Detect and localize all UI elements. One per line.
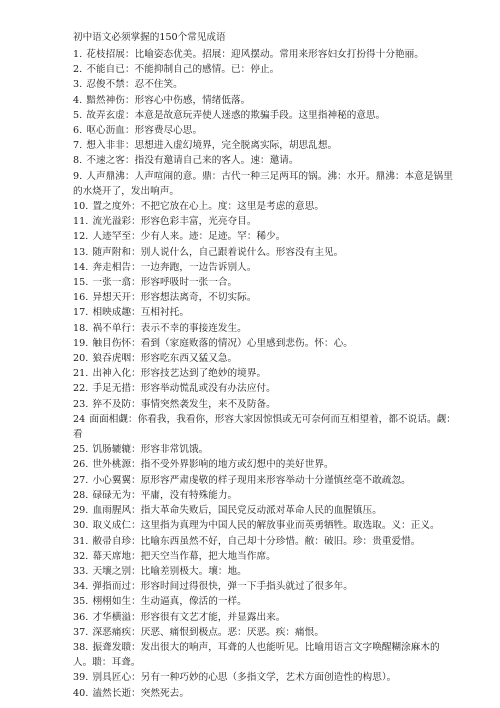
idiom-entry-text: 忍俊不禁：忍不住笑。 bbox=[86, 79, 183, 91]
idiom-entry-number: 5. bbox=[73, 109, 83, 121]
idiom-entry bbox=[73, 62, 458, 77]
idiom-entry-text: 振聋发聩：发出很大的响声，耳聋的人也能听见。比喻用语言文字唤醒糊涂麻木的人。聩：耳聋。 bbox=[73, 641, 440, 669]
idiom-entry bbox=[73, 77, 458, 92]
idiom-entry-text: 人迹罕至：少有人来。迹：足迹。罕：稀少。 bbox=[92, 231, 286, 243]
idiom-entry-number: 6. bbox=[73, 125, 83, 137]
idiom-entry-number: 27. bbox=[73, 474, 89, 486]
idiom-entry bbox=[73, 123, 458, 138]
idiom-entry-text: 随声附和：别人说什么，自己跟着说什么。形容没有主见。 bbox=[92, 246, 344, 258]
idiom-entry-number: 13. bbox=[73, 246, 89, 258]
idiom-entry-number: 2. bbox=[73, 64, 83, 76]
idiom-entry bbox=[73, 199, 458, 214]
idiom-entry-number: 33. bbox=[73, 565, 89, 577]
idiom-entry bbox=[73, 47, 458, 62]
idiom-entry-number: 21. bbox=[73, 368, 89, 380]
idiom-entry bbox=[73, 153, 458, 168]
idiom-entry-text: 取义成仁：这里指为真理为中国人民的解放事业而英勇牺牲。取选取。义：正义。 bbox=[92, 520, 440, 532]
idiom-entry-text: 流光溢彩：形容色彩丰富，光亮夺目。 bbox=[92, 216, 257, 228]
idiom-entry-text: 血雨腥风：指大革命失败后，国民党反动派对革命人民的血腥镇压。 bbox=[92, 505, 382, 517]
idiom-entry-text: 栩栩如生：生动逼真，像活的一样。 bbox=[92, 596, 247, 608]
idiom-entry-text: 面面相觑：你看我，我看你，形容大家因惊惧或无可奈何而互相望着，都不说话。觑：看 bbox=[73, 413, 456, 441]
idiom-entry bbox=[73, 169, 458, 199]
idiom-entry bbox=[73, 473, 458, 488]
idiom-entry-text: 别具匠心：另有一种巧妙的心思（多指文学，艺术方面创造性的构思）。 bbox=[92, 672, 397, 684]
idiom-entry-text: 奔走相告：一边奔跑，一边告诉别人。 bbox=[92, 261, 257, 273]
idiom-entry bbox=[73, 412, 458, 442]
idiom-entry bbox=[73, 108, 458, 123]
idiom-entry-number: 12. bbox=[73, 231, 89, 243]
idiom-entry-number: 18. bbox=[73, 322, 89, 334]
idiom-entry bbox=[73, 564, 458, 579]
idiom-entry bbox=[73, 366, 458, 381]
document-title: 初中语文必须掌握的150个常见成语 bbox=[73, 32, 226, 43]
idiom-entry-number: 24 bbox=[73, 413, 86, 425]
idiom-entry-text: 手足无措：形容举动慌乱或没有办法应付。 bbox=[92, 383, 276, 395]
idiom-entry-text: 弹指而过：形容时间过得很快，弹一下手指头就过了很多年。 bbox=[92, 581, 353, 593]
idiom-entry bbox=[73, 214, 458, 229]
idiom-entry-text: 天壤之别：比喻差别极大。壤：地。 bbox=[92, 565, 247, 577]
idiom-entry bbox=[73, 290, 458, 305]
idiom-entry bbox=[73, 488, 458, 503]
idiom-entry-number: 35. bbox=[73, 596, 89, 608]
idiom-entry bbox=[73, 503, 458, 518]
idiom-entry-number: 19. bbox=[73, 337, 89, 349]
idiom-entry-number: 3. bbox=[73, 79, 83, 91]
idiom-entry-text: 狼吞虎咽：形容吃东西又猛又急。 bbox=[92, 353, 238, 365]
idiom-entry bbox=[73, 442, 458, 457]
idiom-entry-text: 一张一翕：形容呼吸时一张一合。 bbox=[92, 277, 238, 289]
idiom-entry-text: 深恶痛疾：厌恶、痛恨到极点。恶：厌恶。疾：痛恨。 bbox=[92, 626, 324, 638]
idiom-entry-number: 34. bbox=[73, 581, 89, 593]
idiom-entry-text: 幕天席地：把天空当作幕，把大地当作席。 bbox=[92, 550, 276, 562]
idiom-entry bbox=[73, 336, 458, 351]
idiom-entry bbox=[73, 579, 458, 594]
idiom-list bbox=[73, 47, 458, 701]
idiom-entry-number: 14. bbox=[73, 261, 89, 273]
idiom-entry bbox=[73, 518, 458, 533]
idiom-entry-number: 10. bbox=[73, 201, 89, 213]
idiom-entry-number: 29. bbox=[73, 505, 89, 517]
idiom-entry-number: 39. bbox=[73, 672, 89, 684]
idiom-entry-text: 才华横溢：形容很有文艺才能，并显露出来。 bbox=[92, 611, 286, 623]
idiom-entry bbox=[73, 670, 458, 685]
idiom-entry bbox=[73, 457, 458, 472]
idiom-entry bbox=[73, 351, 458, 366]
idiom-entry-number: 32. bbox=[73, 550, 89, 562]
idiom-entry-number: 4. bbox=[73, 94, 83, 106]
idiom-entry bbox=[73, 305, 458, 320]
idiom-entry-text: 出神入化：形容技艺达到了绝妙的境界。 bbox=[92, 368, 267, 380]
idiom-entry-text: 猝不及防：事情突然袭发生，来不及防备。 bbox=[92, 398, 276, 410]
idiom-entry bbox=[73, 275, 458, 290]
idiom-entry bbox=[73, 397, 458, 412]
idiom-entry-text: 花枝招展：比喻姿态优美。招展：迎风摆动。常用来形容妇女打扮得十分艳丽。 bbox=[86, 49, 424, 60]
idiom-entry-text: 触目伤怀：看到（家庭败落的情况）心里感到悲伤。怀：心。 bbox=[92, 337, 353, 349]
idiom-entry-text: 黯然神伤：形容心中伤感，情绪低落。 bbox=[86, 94, 251, 106]
idiom-entry-text: 小心翼翼：原形容严肃虔敬的样子现用来形容举动十分谨慎丝毫不敢疏忽。 bbox=[92, 474, 411, 486]
idiom-entry-number: 31. bbox=[73, 535, 89, 547]
idiom-entry bbox=[73, 93, 458, 108]
idiom-entry-number: 37. bbox=[73, 626, 89, 638]
idiom-entry bbox=[73, 610, 458, 625]
idiom-entry-text: 碌碌无为：平庸，没有特殊能力。 bbox=[92, 489, 238, 501]
idiom-entry bbox=[73, 640, 458, 670]
idiom-entry bbox=[73, 229, 458, 244]
idiom-entry-text: 故弄玄虚：本意是故意玩弄使人迷惑的欺骗手段。这里指神秘的意思。 bbox=[86, 109, 386, 121]
idiom-entry-number: 16. bbox=[73, 292, 89, 304]
idiom-entry-number: 7. bbox=[73, 140, 83, 152]
idiom-entry bbox=[73, 245, 458, 260]
idiom-entry-number: 20. bbox=[73, 353, 89, 365]
idiom-entry-number: 36. bbox=[73, 611, 89, 623]
idiom-entry bbox=[73, 260, 458, 275]
idiom-entry-number: 17. bbox=[73, 307, 89, 319]
idiom-entry-number: 25. bbox=[73, 444, 89, 456]
idiom-entry-number: 23. bbox=[73, 398, 89, 410]
idiom-entry-text: 想入非非：思想进入虚幻境界，完全脱离实际，胡思乱想。 bbox=[86, 140, 338, 152]
idiom-entry-number: 1. bbox=[73, 49, 83, 60]
idiom-entry bbox=[73, 321, 458, 336]
idiom-entry-number: 26. bbox=[73, 459, 89, 471]
idiom-entry bbox=[73, 534, 458, 549]
idiom-entry bbox=[73, 686, 458, 701]
idiom-entry-text: 异想天开：形容想法离奇，不切实际。 bbox=[92, 292, 257, 304]
idiom-entry-text: 饥肠辘辘：形容非常饥饿。 bbox=[92, 444, 209, 456]
idiom-entry-text: 置之度外：不把它放在心上。度：这里是考虑的意思。 bbox=[92, 201, 324, 213]
idiom-entry-number: 28. bbox=[73, 489, 89, 501]
idiom-entry-text: 呕心沥血：形容费尽心思。 bbox=[86, 125, 203, 137]
idiom-entry bbox=[73, 549, 458, 564]
idiom-entry-number: 40. bbox=[73, 687, 89, 699]
idiom-entry-text: 人声鼎沸：人声喧闹的意。鼎：古代一种三足两耳的锅。沸：水开。鼎沸：本意是锅里的水烧开了，发出响声。 bbox=[73, 170, 453, 197]
idiom-entry bbox=[73, 381, 458, 396]
idiom-entry-number: 11. bbox=[73, 216, 89, 228]
idiom-entry-number: 15. bbox=[73, 277, 89, 289]
idiom-entry bbox=[73, 594, 458, 609]
idiom-entry-text: 敝帚自珍：比喻东西虽然不好，自己却十分珍惜。敝：破旧。珍：贵重爱惜。 bbox=[92, 535, 421, 547]
idiom-entry bbox=[73, 625, 458, 640]
idiom-entry-text: 不能自已：不能抑制自己的感情。已：停止。 bbox=[86, 64, 280, 76]
idiom-entry-text: 不速之客：指没有邀请自己来的客人。速：邀请。 bbox=[86, 155, 299, 167]
idiom-entry-text: 相映成趣：互相衬托。 bbox=[92, 307, 189, 319]
idiom-entry-number: 38. bbox=[73, 641, 89, 653]
idiom-entry-text: 世外桃源：指不受外界影响的地方或幻想中的美好世界。 bbox=[92, 459, 334, 471]
idiom-entry-text: 祸不单行：表示不幸的事接连发生。 bbox=[92, 322, 247, 334]
idiom-entry-number: 9. bbox=[73, 170, 83, 182]
idiom-entry-number: 22. bbox=[73, 383, 89, 395]
document-body bbox=[73, 30, 458, 701]
idiom-entry-number: 30. bbox=[73, 520, 89, 532]
idiom-entry-text: 溘然长逝：突然死去。 bbox=[92, 687, 189, 699]
idiom-entry bbox=[73, 138, 458, 153]
idiom-entry-number: 8. bbox=[73, 155, 83, 167]
